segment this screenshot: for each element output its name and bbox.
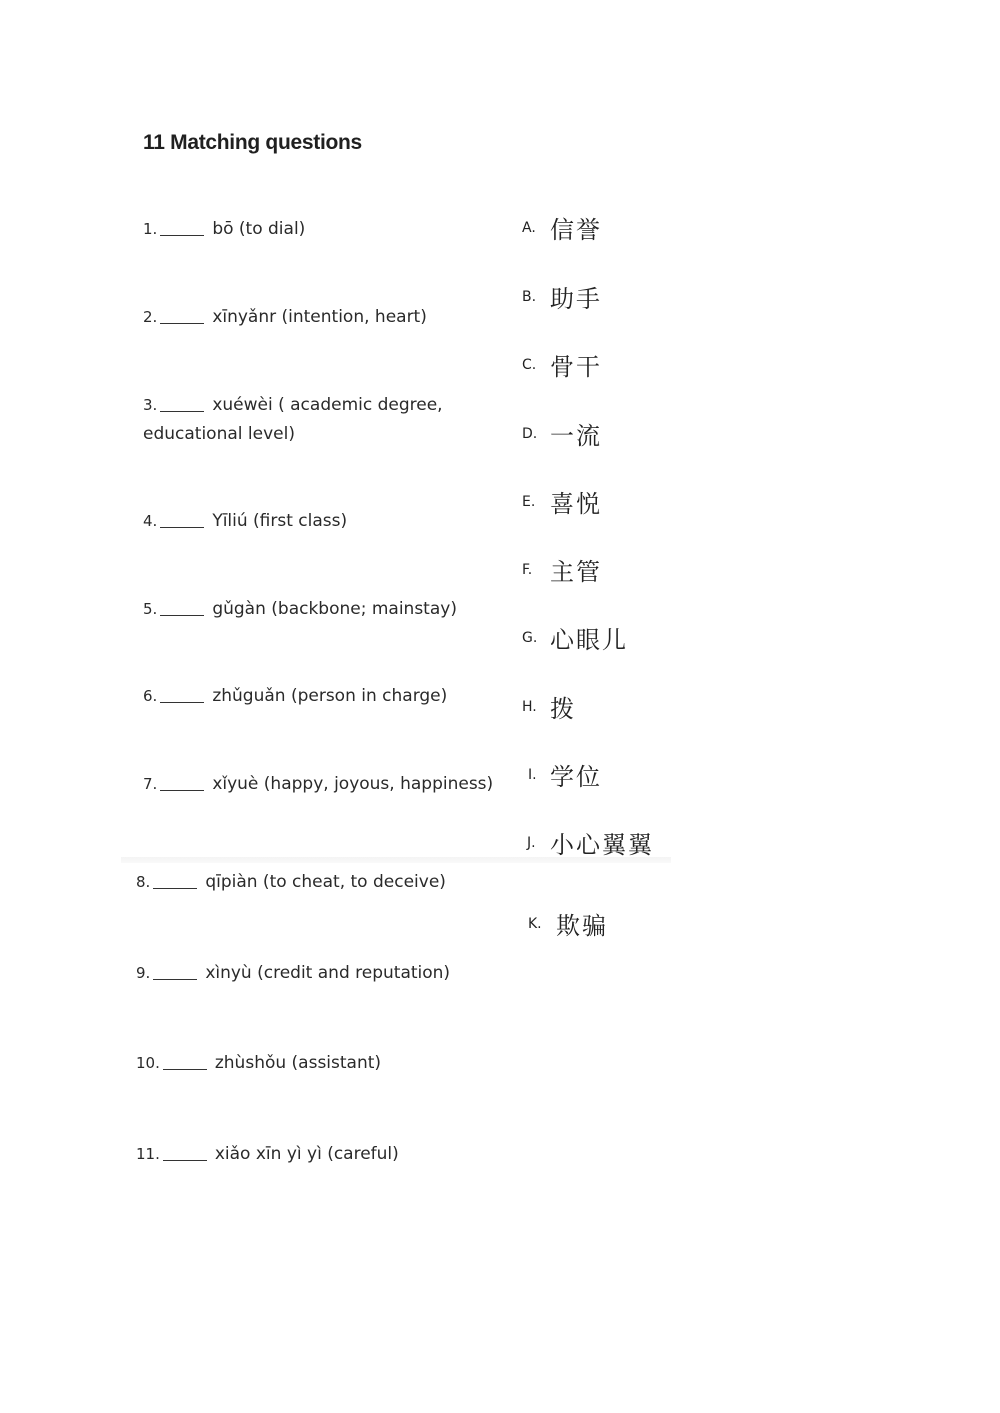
question-text: xīnyǎnr (intention, heart) [212, 307, 427, 327]
question-number: 10. [136, 1054, 160, 1072]
answer-blank[interactable] [163, 1159, 207, 1161]
question-11 [136, 1140, 399, 1169]
question-number: 8. [136, 873, 151, 891]
option-text: 一流 [550, 422, 602, 450]
question-text: xǐyuè (happy, joyous, happiness) [212, 774, 494, 794]
question-number: 9. [136, 964, 151, 982]
question-text: Yīliú (first class) [212, 511, 348, 531]
answer-blank[interactable] [160, 234, 204, 236]
question-number: 7. [143, 775, 158, 793]
option-k [528, 906, 608, 941]
option-letter: I. [528, 766, 537, 783]
option-text: 拨 [550, 695, 576, 723]
question-2 [143, 303, 427, 332]
option-text: 主管 [550, 558, 602, 586]
option-letter: K. [528, 915, 542, 932]
option-text: 骨干 [550, 353, 602, 381]
option-text: 小心翼翼 [550, 831, 654, 859]
option-text: 助手 [550, 285, 602, 313]
question-10 [136, 1049, 381, 1078]
question-text: xiǎo xīn yì yì (careful) [214, 1144, 399, 1164]
question-number: 4. [143, 512, 158, 530]
question-9 [136, 959, 450, 988]
answer-blank[interactable] [160, 614, 204, 616]
question-text: qīpiàn (to cheat, to deceive) [205, 872, 446, 892]
question-text: xuéwèi ( academic degree, educational level) [143, 395, 443, 444]
option-letter: C. [522, 356, 537, 373]
option-text: 喜悦 [550, 490, 602, 518]
question-number: 6. [143, 687, 158, 705]
option-letter: H. [522, 698, 537, 715]
answer-blank[interactable] [160, 789, 204, 791]
page-title: 11 Matching questions [143, 131, 362, 154]
question-1 [143, 215, 305, 244]
question-4 [143, 507, 347, 536]
option-f [522, 552, 602, 587]
option-d [522, 416, 602, 451]
option-g [522, 620, 628, 655]
question-number: 11. [136, 1145, 160, 1163]
option-letter: A. [522, 219, 536, 236]
option-letter: E. [522, 493, 536, 510]
answer-blank[interactable] [160, 526, 204, 528]
option-letter: B. [522, 288, 537, 305]
option-j [522, 825, 654, 860]
option-text: 心眼儿 [550, 626, 628, 654]
option-letter: D. [522, 425, 538, 442]
question-6 [143, 682, 447, 711]
option-letter: G. [522, 629, 538, 646]
answer-blank[interactable] [153, 978, 197, 980]
option-text: 欺骗 [556, 912, 608, 940]
option-e [522, 484, 602, 519]
option-letter: J. [527, 834, 536, 851]
option-letter: F. [522, 561, 533, 578]
option-c [522, 347, 602, 382]
question-number: 1. [143, 220, 158, 238]
answer-blank[interactable] [160, 701, 204, 703]
option-text: 学位 [550, 763, 602, 791]
answer-blank[interactable] [160, 410, 204, 412]
option-a [522, 210, 602, 245]
question-number: 5. [143, 600, 158, 618]
option-b [522, 279, 602, 314]
answer-blank[interactable] [153, 887, 197, 889]
question-3 [143, 391, 473, 449]
option-text: 信誉 [550, 216, 602, 244]
question-text: zhǔguǎn (person in charge) [212, 686, 448, 706]
question-text: zhùshǒu (assistant) [214, 1053, 382, 1073]
answer-blank[interactable] [163, 1068, 207, 1070]
question-text: gǔgàn (backbone; mainstay) [212, 599, 457, 619]
option-h [522, 689, 576, 724]
option-i [522, 757, 602, 792]
question-text: bō (to dial) [212, 219, 306, 239]
question-text: xìnyù (credit and reputation) [205, 963, 451, 983]
question-7 [143, 770, 493, 799]
question-8 [136, 868, 446, 897]
question-number: 3. [143, 396, 158, 414]
question-number: 2. [143, 308, 158, 326]
answer-blank[interactable] [160, 322, 204, 324]
question-5 [143, 595, 457, 624]
